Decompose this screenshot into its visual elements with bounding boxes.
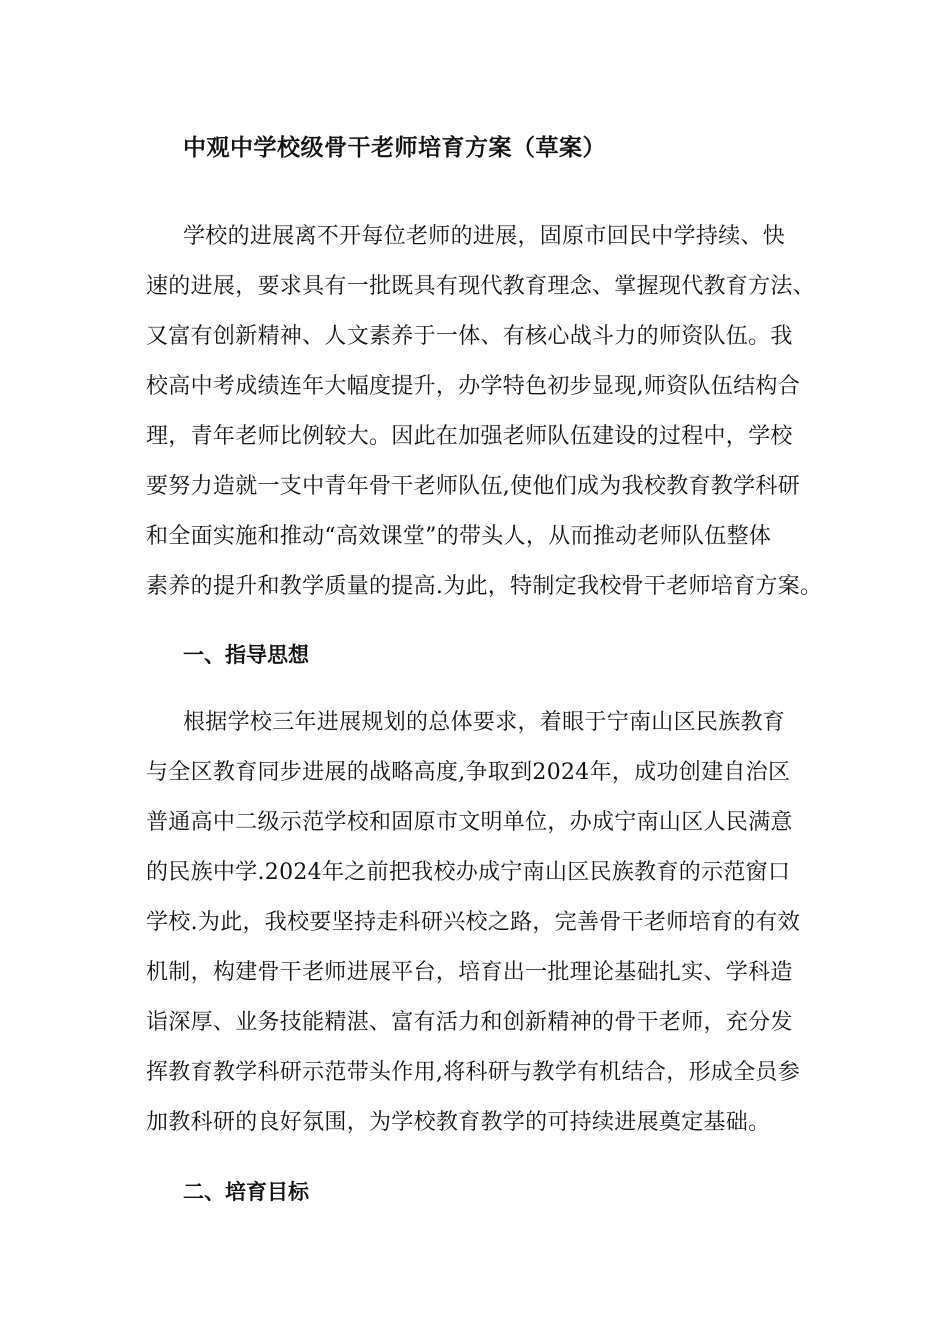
intro-line: 理，青年老师比例较大。因此在加强老师队伍建设的过程中，学校 (146, 424, 793, 449)
section1-line: 普通高中二级示范学校和固原市文明单位，办成宁南山区人民满意 (146, 810, 793, 835)
intro-line: 和全面实施和推动“高效课堂”的带头人，从而推动老师队伍整体 (146, 524, 772, 549)
intro-line: 校高中考成绩连年大幅度提升，办学特色初步显现,师资队伍结构合 (146, 374, 800, 399)
section1-line: 与全区教育同步进展的战略高度,争取到2024年，成功创建自治区 (146, 760, 791, 785)
intro-line: 要努力造就一支中青年骨干老师队伍,使他们成为我校教育教学科研 (146, 474, 800, 499)
intro-line: 速的进展，要求具有一批既具有现代教育理念、掌握现代教育方法、 (146, 274, 816, 299)
section1-line: 的民族中学.2024年之前把我校办成宁南山区民族教育的示范窗口 (146, 860, 791, 885)
intro-line: 素养的提升和教学质量的提高.为此，特制定我校骨干老师培育方案。 (146, 574, 823, 599)
section1-line: 根据学校三年进展规划的总体要求，着眼于宁南山区民族教育 (183, 710, 786, 735)
document-title: 中观中学校级骨干老师培育方案（草案） (183, 135, 606, 161)
section1-line: 学校.为此，我校要坚持走科研兴校之路，完善骨干老师培育的有效 (146, 910, 800, 935)
section1-line: 机制，构建骨干老师进展平台，培育出一批理论基础扎实、学科造 (146, 960, 793, 985)
section1-line: 加教科研的良好氛围，为学校教育教学的可持续进展奠定基础。 (146, 1110, 771, 1135)
section-heading-training-goals: 二、培育目标 (183, 1180, 309, 1204)
intro-line: 又富有创新精神、人文素养于一体、有核心战斗力的师资队伍。我 (146, 324, 793, 349)
section1-line: 诣深厚、业务技能精湛、富有活力和创新精神的骨干老师，充分发 (146, 1010, 793, 1035)
section-heading-guiding-ideology: 一、指导思想 (183, 643, 309, 667)
section1-line: 挥教育教学科研示范带头作用,将科研与教学有机结合，形成全员参 (146, 1060, 800, 1085)
intro-line: 学校的进展离不开每位老师的进展，固原市回民中学持续、快 (183, 224, 786, 249)
